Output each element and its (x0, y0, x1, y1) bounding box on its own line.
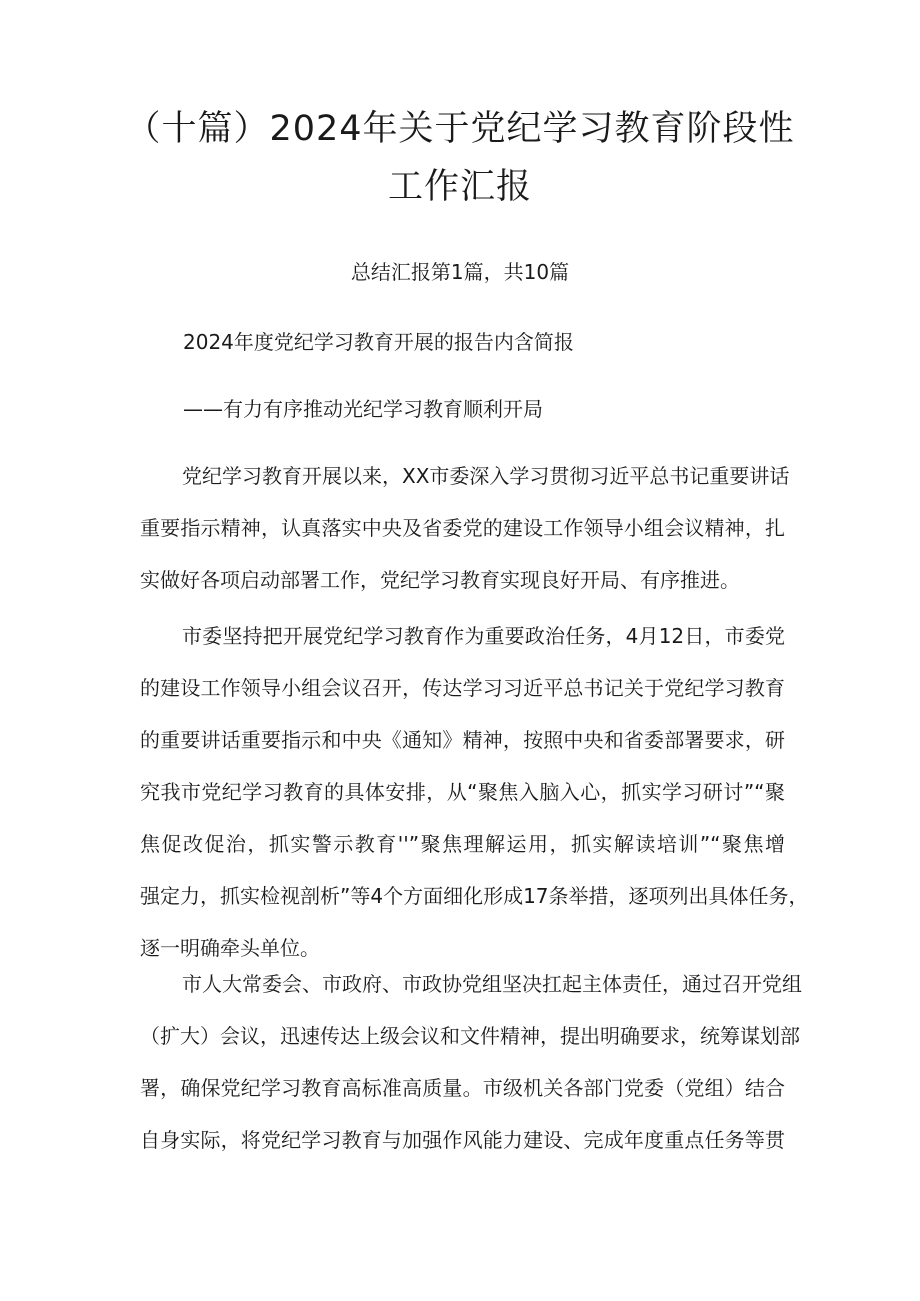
section-subheading: ——有力有序推动光纪学习教育顺利开局 (183, 397, 543, 421)
paragraph-line: 的建设工作领导小组会议召开，传达学习习近平总书记关于党纪学习教育 (140, 676, 785, 700)
paragraph-line: 重要指示精神，认真落实中央及省委党的建设工作领导小组会议精神，扎 (140, 516, 785, 540)
title-line-2: 工作汇报 (387, 167, 532, 207)
paragraph-line: 强定力，抓实检视剖析”等4个方面细化形成17条举措，逐项列出具体任务， (140, 884, 809, 908)
paragraph-line: 党纪学习教育开展以来，XX市委深入学习贯彻习近平总书记重要讲话 (182, 464, 790, 488)
title-line-1: （十篇）2024年关于党纪学习教育阶段性 (125, 109, 795, 149)
paragraph-line: 自身实际，将党纪学习教育与加强作风能力建设、完成年度重点任务等贯 (140, 1128, 785, 1152)
paragraph-line: 逐一明确牵头单位。 (140, 936, 320, 960)
document-title (100, 100, 820, 216)
paragraph-line: 署，确保党纪学习教育高标准高质量。市级机关各部门党委（党组）结合 (140, 1076, 785, 1100)
paragraph-1 (140, 450, 790, 606)
paragraph-line: 焦促改促治，抓实警示教育''”聚焦理解运用，抓实解读培训”“聚焦增 (140, 832, 785, 856)
section-heading: 2024年度党纪学习教育开展的报告内含简报 (183, 330, 574, 354)
paragraph-line: 的重要讲话重要指示和中央《通知》精神，按照中央和省委部署要求，研 (140, 728, 785, 752)
paragraph-line: 市委坚持把开展党纪学习教育作为重要政治任务，4月12日，市委党 (182, 624, 785, 648)
paragraph-3 (140, 958, 802, 1166)
paragraph-2 (140, 610, 809, 974)
paragraph-line: 究我市党纪学习教育的具体安排，从“聚焦入脑入心，抓实学习研讨”“聚 (140, 780, 785, 804)
document-subtitle: 总结汇报第1篇，共10篇 (350, 260, 570, 284)
paragraph-line: 市人大常委会、市政府、市政协党组坚决扛起主体责任，通过召开党组 (182, 972, 802, 996)
paragraph-line: 实做好各项启动部署工作，党纪学习教育实现良好开局、有序推进。 (140, 568, 740, 592)
paragraph-line: （扩大）会议，迅速传达上级会议和文件精神，提出明确要求，统筹谋划部 (140, 1024, 800, 1048)
